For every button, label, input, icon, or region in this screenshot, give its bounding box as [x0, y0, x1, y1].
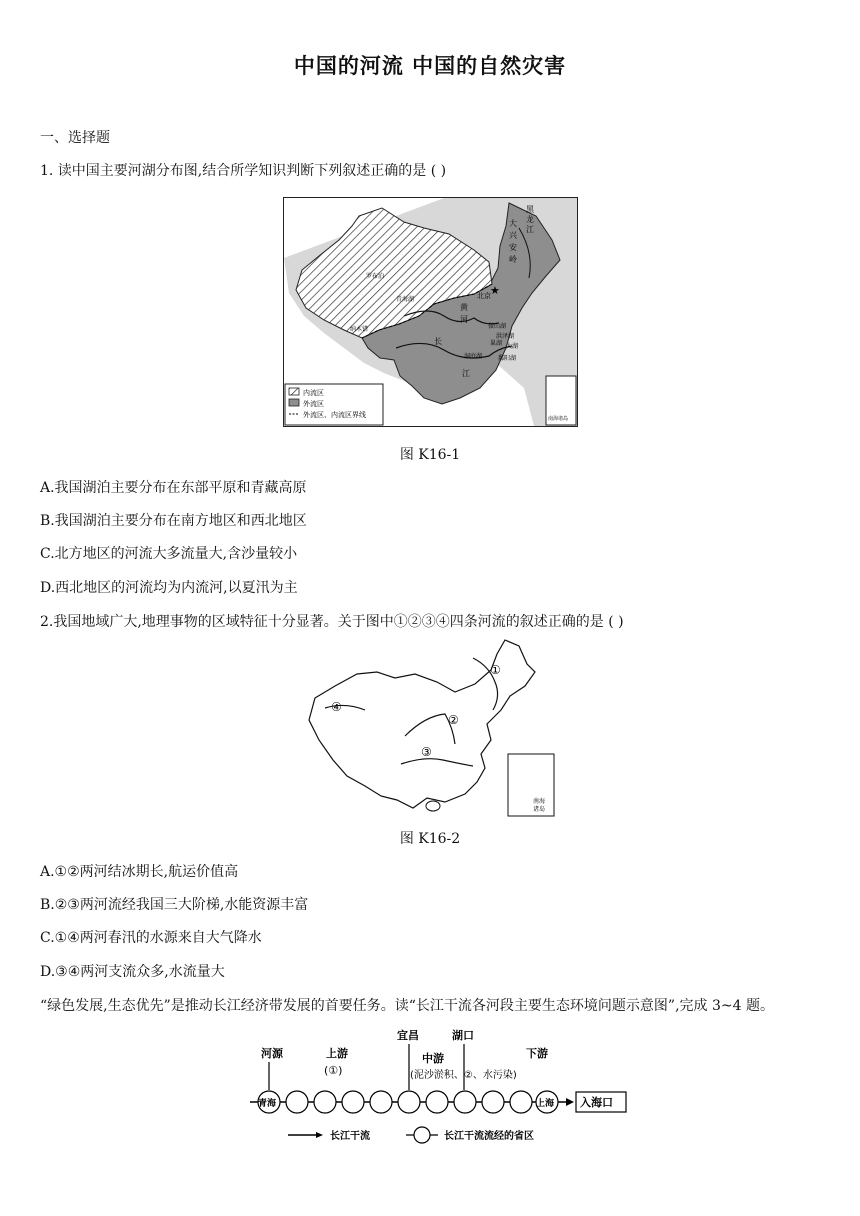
question-2-option-c: C.①④两河春汛的水源来自大气降水 [40, 930, 262, 946]
figure-k16-2-map [305, 636, 560, 818]
beijing-star-icon: ★ [490, 284, 500, 297]
label-dongtinghu: 洞庭湖 [464, 353, 483, 360]
figure-k16-1-caption: 图 K16-1 [399, 447, 461, 463]
legend-outflow-swatch [289, 399, 299, 406]
province-circle [454, 1091, 476, 1113]
question-2-option-d: D.③④两河支流众多,水流量大 [40, 964, 225, 980]
legend-inflow-label: 内流区 [303, 389, 324, 397]
label-yichang: 宜昌 [397, 1029, 419, 1042]
question-2-stem: 2.我国地域广大,地理事物的区域特征十分显著。关于图中①②③④四条河流的叙述正确的是 ( ) [40, 614, 624, 630]
china-outline-map [305, 636, 560, 818]
label-lower: 下游 [526, 1047, 548, 1060]
label-hukou: 湖口 [452, 1029, 474, 1042]
question-2-option-a: A.①②两河结冰期长,航运价值高 [40, 864, 239, 880]
label-jiang: 江 [526, 225, 534, 234]
label-sea: 入海口 [580, 1096, 613, 1109]
label-upper: 上游 [326, 1047, 348, 1060]
legend-boundary-label: 外流区、内流区界线 [303, 411, 366, 419]
legend-arrow-head [316, 1132, 323, 1138]
yangtze-diagram-svg [246, 1024, 646, 1144]
hainan-island [426, 801, 440, 811]
yangtze-issues-diagram [246, 1024, 646, 1144]
page-title: 中国的河流 中国的自然灾害 [293, 54, 567, 78]
label-xing: 兴 [509, 231, 517, 240]
label-weishanhu: 微山湖 [488, 323, 507, 330]
legend-main-label: 长江干流 [330, 1131, 370, 1142]
label-nanhai-1: 南海诸岛 [548, 416, 569, 422]
main-arrow-head [566, 1098, 574, 1106]
label-middle-note: (泥沙淤积、②、水污染) [410, 1070, 517, 1081]
province-circle [426, 1091, 448, 1113]
province-circle [342, 1091, 364, 1113]
label-da: 大 [509, 219, 517, 228]
province-circle [482, 1091, 504, 1113]
question-1-option-d: D.西北地区的河流均为内流河,以夏汛为主 [40, 580, 298, 596]
river-4-label: ④ [331, 700, 342, 714]
question-2-option-b: B.②③两河流经我国三大阶梯,水能资源丰富 [40, 897, 309, 913]
label-huang: 黄 [460, 303, 468, 312]
question-1-option-b: B.我国湖泊主要分布在南方地区和西北地区 [40, 513, 307, 529]
south-sea-inset-2 [508, 754, 554, 816]
label-hongzehu: 洪泽湖 [496, 333, 515, 340]
label-qinghai: 青海 [258, 1099, 277, 1109]
china-river-lake-map [284, 198, 577, 426]
figure-k16-1-map [283, 197, 578, 427]
label-ling: 岭 [509, 255, 517, 264]
section-heading: 一、选择题 [40, 130, 110, 146]
question-3-4-intro: “绿色发展,生态优先”是推动长江经济带发展的首要任务。读“长江干流各河段主要生态环境问题示意图”,完成 3~4 题。 [40, 998, 774, 1014]
question-1-option-c: C.北方地区的河流大多流量大,含沙量较小 [40, 546, 298, 562]
legend-outflow-label: 外流区 [303, 400, 324, 408]
province-circle [286, 1091, 308, 1113]
question-1-stem: 1. 读中国主要河湖分布图,结合所学知识判断下列叙述正确的是 ( ) [40, 163, 447, 179]
label-beijing: 北京 [477, 292, 491, 300]
label-poyanghu: 鄱阳湖 [498, 355, 517, 362]
legend-prov-circle [414, 1127, 430, 1143]
province-circle [510, 1091, 532, 1113]
label-hei: 黑 [526, 205, 534, 214]
label-he: 河 [460, 315, 468, 324]
province-circle [398, 1091, 420, 1113]
label-qinghaihu: 青海湖 [396, 296, 415, 303]
legend-prov-label: 长江干流流经的省区 [444, 1131, 534, 1142]
label-taihu: 太湖 [506, 343, 519, 350]
label-namucuo: 纳木错 [350, 326, 369, 333]
label-upper-note: (①) [324, 1064, 343, 1077]
province-circle [314, 1091, 336, 1113]
label-nanhai-b: 诸岛 [533, 806, 546, 813]
river-3-label: ③ [421, 745, 432, 759]
figure-k16-2-caption: 图 K16-2 [399, 831, 461, 847]
china-outline [309, 640, 535, 808]
label-long: 龙 [526, 215, 534, 224]
province-circle [370, 1091, 392, 1113]
label-nanhai-a: 南海 [533, 798, 546, 805]
label-an: 安 [509, 243, 517, 252]
label-shanghai: 上海 [536, 1099, 555, 1109]
label-chaohu: 巢湖 [490, 340, 503, 347]
label-jiang2: 江 [462, 369, 470, 378]
province-circles [258, 1091, 558, 1113]
legend-inflow-swatch [289, 388, 299, 395]
river-1-label: ① [490, 663, 501, 677]
label-source: 河源 [261, 1047, 283, 1060]
river-2-label: ② [448, 713, 459, 727]
question-1-option-a: A.我国湖泊主要分布在东部平原和青藏高原 [40, 480, 307, 496]
label-luobupo: 罗布泊 [366, 273, 385, 280]
label-middle: 中游 [422, 1052, 444, 1065]
label-chang: 长 [434, 337, 442, 346]
